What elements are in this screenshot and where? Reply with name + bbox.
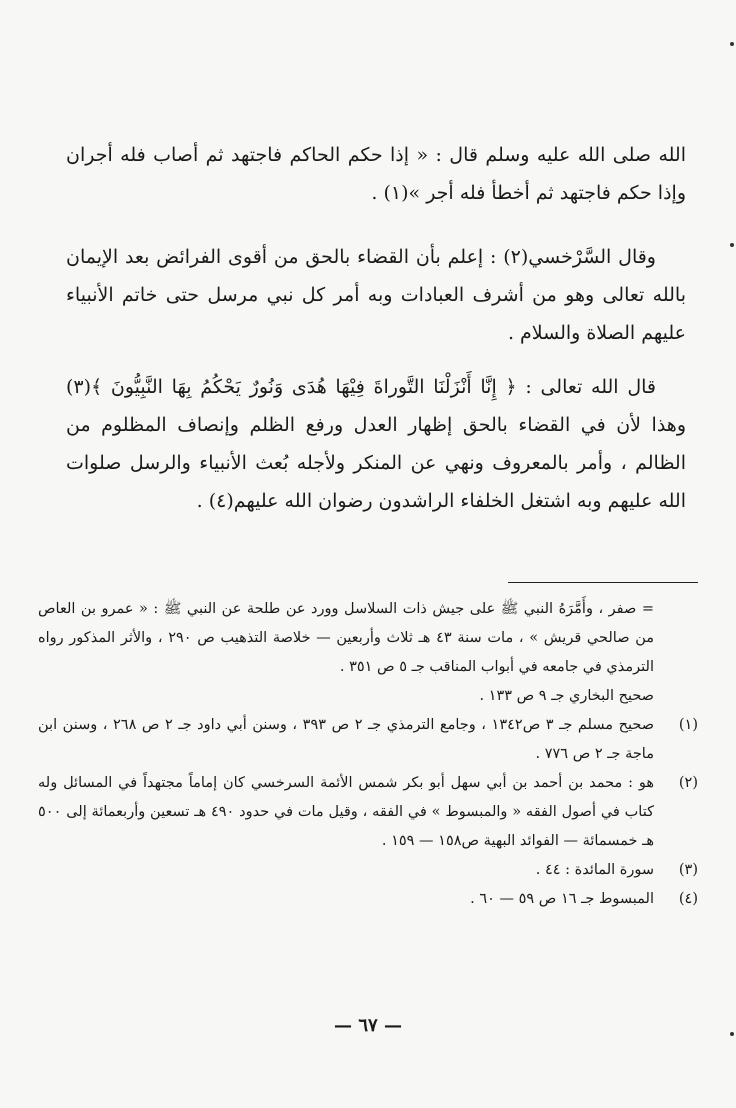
footnote-continuation xyxy=(38,595,698,682)
footnote-number: (٣) xyxy=(678,862,698,878)
footnote-number: (٤) xyxy=(678,891,698,907)
main-paragraph-1: الله صلى الله عليه وسلم قال : « إذا حكم الحاكم فاجتهد ثم أصاب فله أجران وإذا حكم فاجتهد ثم أخطأ فله أجر »(١) . xyxy=(66,144,686,204)
footnote-text: سورة المائدة : ٤٤ . xyxy=(535,862,654,878)
footnote-item-1 xyxy=(38,711,698,769)
footnote-continuation-source-text: صحيح البخاري جـ ٩ ص ١٣٣ . xyxy=(479,688,654,704)
footnote-divider xyxy=(508,582,698,583)
footnote-item-4 xyxy=(38,885,698,914)
footnote-item-3 xyxy=(38,856,698,885)
scan-edge-mark xyxy=(730,243,734,247)
scan-edge-mark xyxy=(730,1032,734,1036)
footnote-text: المبسوط جـ ١٦ ص ٥٩ — ٦٠ . xyxy=(470,891,654,907)
scan-edge-mark xyxy=(730,42,734,46)
footnote-continuation-source xyxy=(38,682,698,711)
footnote-text: هو : محمد بن أحمد بن أبي سهل أبو بكر شمس الأئمة السرخسي كان إماماً مجتهداً في المسائل وله كتاب في أصول الفقه « والمبسوط » في الفقه ، وقيل مات في حدود ٤٩٠ هـ تسعين وأربعمائة إلى ٥٠٠ هـ خمسمائة — الفوائد البهية ص١٥٨ — ١٥٩ . xyxy=(38,775,655,849)
footnote-number: (١) xyxy=(678,717,698,733)
footnote-continuation-text: = صفر ، وأَمَّرَهُ النبي ﷺ على جيش ذات السلاسل وورد عن طلحة عن النبي ﷺ : « عمرو بن العاص من صالحي قريش » ، مات سنة ٤٣ هـ ثلاث وأربعين — خلاصة التذهيب ص ٢٩٠ ، والأثر المذكور رواه الترمذي في جامعه في أبواب المناقب جـ ٥ ص ٣٥١ . xyxy=(38,601,654,675)
main-paragraph-2: وقال السَّرْخسي(٢) : إعلم بأن القضاء بالحق من أقوى الفرائض بعد الإيمان بالله تعالى وهو من أشرف العبادات وبه أمر كل نبي مرسل حتى خاتم الأنبياء عليهم الصلاة والسلام . xyxy=(66,246,686,344)
footnote-text: صحيح مسلم جـ ٣ ص١٣٤٢ ، وجامع الترمذي جـ ٢ ص ٣٩٣ ، وسنن أبي داود جـ ٢ ص ٢٦٨ ، وسنن ابن ماجة جـ ٢ ص ٧٧٦ . xyxy=(38,717,655,762)
page-number: — ٦٧ — xyxy=(334,1015,402,1036)
main-paragraph-3: قال الله تعالى : ﴿ إِنَّا أَنْزَلْنَا التَّوراةَ فِيْهَا هُدَى وَنُورٌ يَحْكُمُ بِهَا النَّبِيُّونَ ﴾(٣) وهذا لأن في القضاء بالحق إظهار العدل ورفع الظلم وإنصاف المظلوم من الظالم ، وأمر بالمعروف ونهي عن المنكر ولأجله بُعث الأنبياء والرسل صلوات الله عليهم وبه اشتغل الخلفاء الراشدون رضوان الله عليهم(٤) . xyxy=(66,376,686,512)
footnote-item-2 xyxy=(38,769,698,856)
footnote-number: (٢) xyxy=(678,775,698,791)
footnotes-section xyxy=(38,595,698,914)
